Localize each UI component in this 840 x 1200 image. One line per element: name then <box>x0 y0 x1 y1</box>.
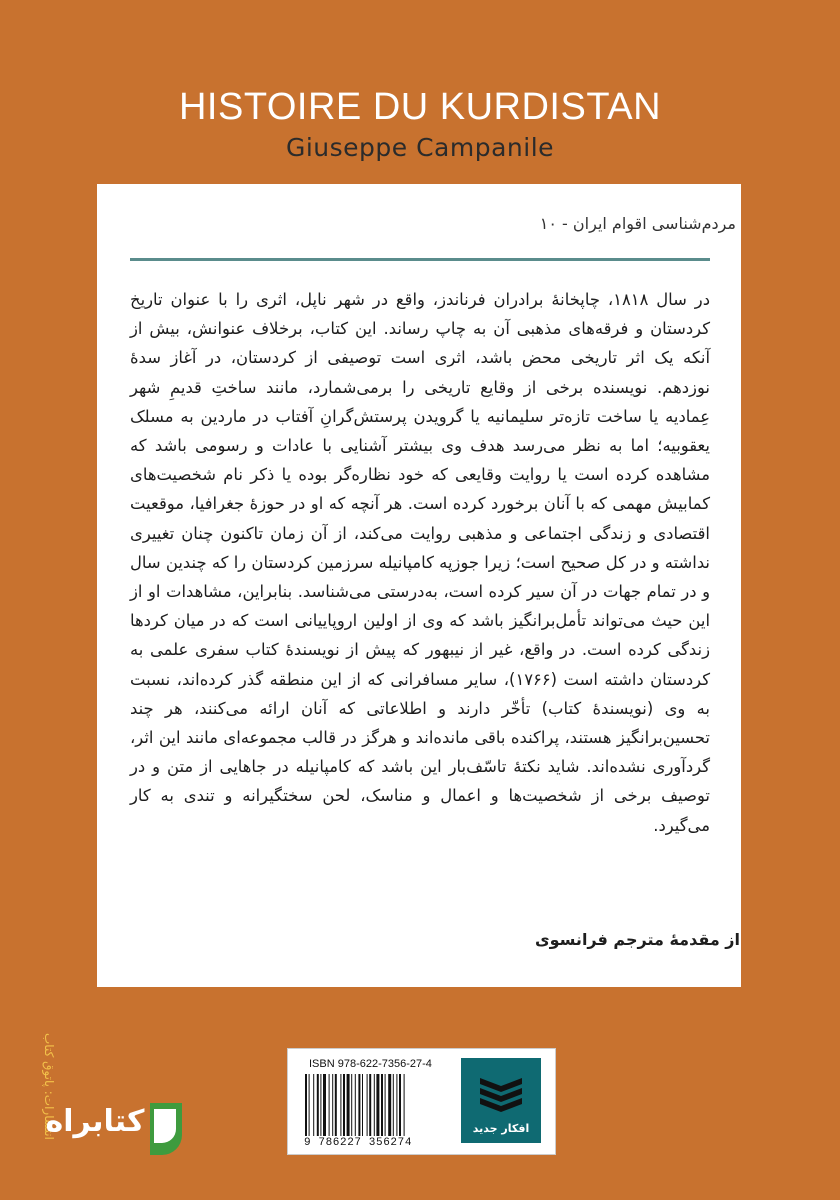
isbn-label: ISBN 978-622-7356-27-4 <box>309 1058 432 1070</box>
book-title: HISTOIRE DU KURDISTAN <box>178 86 662 128</box>
blurb-text: در سال ۱۸۱۸، چاپخانهٔ برادران فرناندز، واقع در شهر ناپل، اثری را با عنوان تاریخ کردستان و فرقه‌های مذهبی آن به چاپ رساند. این کتاب، برخلاف عنوانش، بیش از آنکه یک اثر تاریخی محض باشد، اثری است توصیفی از کردستان، در آغاز سدهٔ نوزدهم. نویسنده برخی از وقایع تاریخی را برمی‌شمارد، مانند ساختِ قدیمِ شهر عِمادیه یا ساخت تازه‌تر سلیمانیه یا گرویدن پرستش‌گرانِ آفتاب در ماردین به مسلک یعقوبیه؛ اما به نظر می‌رسد هدف وی بیشتر آشنایی با عادات و رسومی باشد که مشاهده کرده است یا روایت وقایعی که خود نظاره‌گر بوده یا ذکر نام شخصیت‌های کمابیش مهمی که با آنان برخورد کرده است. هر آنچه که او در حوزهٔ جغرافیا، موقعیت اقتصادی و زندگی اجتماعی و مذهبی روایت می‌کند، از آن زمان تاکنون چنان تغییری نداشته و در کل صحیح است؛ زیرا جوزپه کامپانیله سرزمین کردستان را که چندین سال و در تمام جهات در آن سیر کرده است، به‌درستی می‌شناسد. بنابراین، مشاهدات او از این حیث می‌تواند تأمل‌برانگیز باشد که وی از اولین اروپاییانی است که در میان کردها زندگی کرده است. در واقع، غیر از نیبهور که پیش از نویسندهٔ کتاب سفری علمی به کردستان داشته است (۱۷۶۶)، سایر مسافرانی که از این منطقه گذر کرده‌اند، نسبت به وی (نویسندهٔ کتاب) تأخّر دارند و اطلاعاتی که آنان ارائه می‌کنند، هر چند تحسین‌برانگیز هستند، پراکنده باقی مانده‌اند و هرگز در قالب مجموعه‌ای مانند این اثر، گردآوری نشده‌اند. شاید نکتهٔ تاسّف‌بار این باشد که کامپانیله در جاهایی از متن و در توصیف برخی از شخصیت‌ها و اعمال و مناسک، لحن سختگیرانه و تندی به کار می‌گیرد. <box>130 290 711 835</box>
barcode-digits: 9 786227 356274 <box>304 1137 413 1149</box>
book-author: Giuseppe Campanile <box>285 133 555 162</box>
kitabrah-logo-text: کتابراه <box>45 1104 145 1139</box>
barcode-bars-icon <box>303 1074 453 1136</box>
book-stack-icon <box>476 1072 526 1116</box>
series-label: مردم‌شناسی اقوام ایران - ۱۰ <box>539 214 736 233</box>
source-note: از مقدمهٔ مترجم فرانسوی <box>534 930 740 949</box>
publisher-name: افکار جدید <box>472 1122 530 1135</box>
vertical-credit-text: انتشارات: پاتوق کتاب <box>42 1033 56 1140</box>
divider-rule <box>130 258 710 261</box>
